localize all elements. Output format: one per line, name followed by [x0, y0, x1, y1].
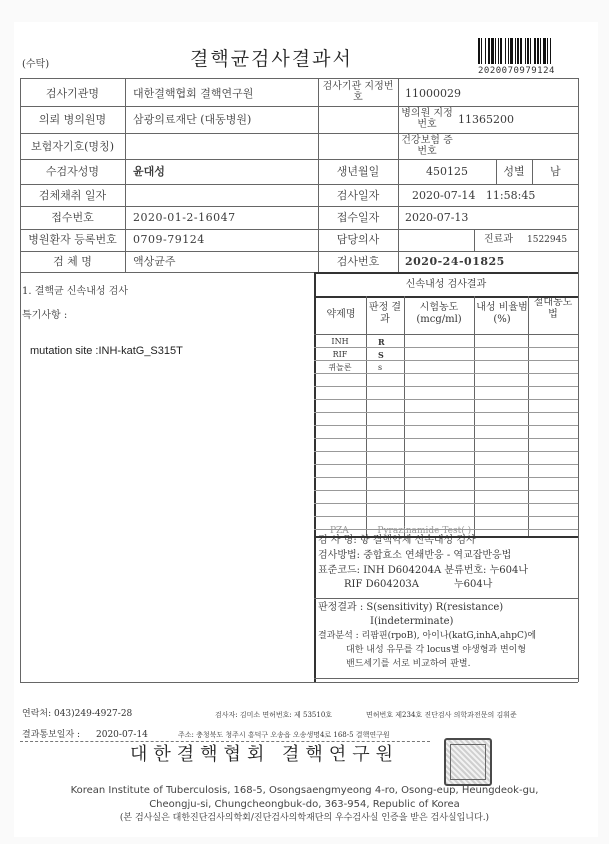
table-row	[314, 347, 578, 348]
table-row	[314, 412, 578, 413]
table-row	[314, 503, 578, 504]
barcode-number: 2020070979124	[478, 66, 555, 76]
inst-code-value: 11000029	[405, 87, 461, 100]
hosp-code-label: 병의원 지정번호	[401, 108, 453, 130]
inst-label: 검사기관명	[45, 87, 100, 100]
examiner: 검사자: 김미소 면허번호: 제 53510호	[215, 711, 333, 719]
table-row	[314, 386, 578, 387]
col-ratio-header: 내성 비율범(%)	[476, 302, 528, 325]
col-drug-header: 약제명	[326, 309, 356, 320]
pza-row-text: PZA Pyrazinamide Test( )	[330, 526, 472, 536]
result-table-title: 신속내성 검사결과	[405, 279, 487, 290]
doctor-label: 담당의사	[336, 233, 380, 246]
test-item: 1. 결핵균 신속내성 검사	[22, 286, 129, 297]
table-row	[314, 438, 578, 439]
barcode-icon	[478, 38, 588, 64]
table-row	[314, 451, 578, 452]
inst-code-label: 검사기관 지정번호	[322, 81, 394, 103]
insur-label: 보험자기호(명칭)	[31, 140, 114, 153]
method-code-1: 표준코드: INH D604204A 분류번호: 누604나	[318, 565, 528, 576]
table-row	[314, 516, 578, 517]
org-address-en-1: Korean Institute of Tuberculosis, 168-5, Osongsaengmyeong 4-ro, Osong-eup, Heungdeok-gu,	[70, 785, 539, 796]
address: 주소: 충청북도 청주시 흥덕구 오송읍 오송생명4로 168-5 결핵연구원	[178, 731, 390, 739]
health-no-label: 건강보험 증번호	[401, 135, 453, 157]
hosp-label: 의뢰 병의원명	[38, 113, 107, 126]
table-row	[314, 490, 578, 491]
receipt-no-value: 2020-01-2-16047	[133, 211, 236, 224]
col-result-header: 판정 결과	[368, 302, 402, 325]
doc-type-label: (수탁)	[22, 59, 50, 70]
table-row	[314, 477, 578, 478]
receipt-date-label: 접수일자	[336, 211, 380, 224]
analysis-line-3: 밴드세기를 서로 비교하여 판별.	[346, 659, 471, 669]
birth-label: 생년월일	[336, 165, 380, 178]
result-cell: S	[378, 350, 384, 360]
judge-line-1: 판정결과 : S(sensitivity) R(resistance)	[318, 602, 504, 613]
birth-value: 450125	[426, 165, 468, 178]
col-absolute-header: 절대농도법	[533, 297, 573, 320]
table-row	[314, 399, 578, 400]
analysis-line-1: 결과분석 : 리팜핀(rpoB), 아이나(katG,inhA,ahpC)에	[318, 631, 537, 641]
report-date: 2020-07-14	[96, 730, 148, 740]
contact: 연락처: 043)249-4927-28	[22, 709, 133, 719]
drug-cell: RIF	[332, 350, 348, 359]
table-row	[314, 373, 578, 374]
test-date-label: 검사일자	[336, 189, 380, 202]
org-name: 대한결핵협회 결핵연구원	[130, 744, 399, 765]
test-no-value: 2020-24-01825	[405, 255, 505, 268]
hosp-value: 삼광의료재단 (대동병원)	[133, 113, 252, 126]
table-row	[314, 464, 578, 465]
patient-value: 윤대성	[133, 165, 165, 178]
sex-label: 성별	[503, 165, 525, 178]
result-cell: R	[378, 337, 385, 347]
certification-note: (본 검사실은 대한진단검사의학회/진단검사의학재단의 우수검사실 인증을 받은 검사실입니다.)	[119, 813, 490, 823]
test-no-label: 검사번호	[336, 255, 380, 268]
sample-date-label: 검체채취 일자	[38, 189, 107, 202]
result-cell: s	[378, 363, 383, 372]
dept-value: 1522945	[527, 235, 568, 245]
drug-cell: 퀴놀론	[328, 363, 352, 372]
patient-label: 수검자성명	[45, 165, 100, 178]
col-conc-header: 시험농도(mcg/ml)	[416, 302, 462, 325]
report-date-label: 결과통보일자 :	[22, 730, 81, 740]
method-code-2: RIF D604203A 누604나	[344, 579, 493, 590]
test-date-value: 2020-07-14 11:58:45	[412, 189, 536, 202]
receipt-no-label: 접수번호	[51, 211, 94, 224]
method-method: 검사방법: 중합효소 연쇄반응 - 역교잡반응법	[318, 550, 512, 561]
table-row	[314, 425, 578, 426]
specimen-value: 액상균주	[133, 255, 176, 268]
hosp-code-value: 11365200	[458, 113, 514, 126]
judge-line-2: I(indeterminate)	[370, 616, 454, 627]
drug-cell: INH	[331, 337, 349, 346]
seal-stamp-icon	[444, 738, 492, 786]
analysis-line-2: 대한 내성 유무를 각 locus별 야생형과 변이형	[346, 645, 527, 655]
specimen-label: 검 체 명	[53, 255, 92, 268]
license: 면허번호 제234호 진단검사 의학과전문의 김휘준	[366, 711, 517, 719]
sex-value: 남	[550, 165, 561, 178]
table-row	[314, 360, 578, 361]
receipt-date-value: 2020-07-13	[405, 211, 469, 224]
dept-label: 진료과	[484, 234, 513, 245]
notes-label: 특기사항 :	[22, 310, 68, 321]
inst-value: 대한결핵협회 결핵연구원	[133, 87, 254, 100]
page-title: 결핵균검사결과서	[190, 48, 353, 70]
org-address-en-2: Cheongju-si, Chungcheongbuk-do, 363-954, Republic of Korea	[149, 799, 460, 810]
reg-no-value: 0709-79124	[133, 233, 205, 246]
method-name: 검 사 명: 항 결핵약제 신속내성 검사	[318, 535, 476, 546]
reg-no-label: 병원환자 등록번호	[28, 233, 117, 246]
mutation-site: mutation site :INH-katG_S315T	[30, 345, 183, 357]
